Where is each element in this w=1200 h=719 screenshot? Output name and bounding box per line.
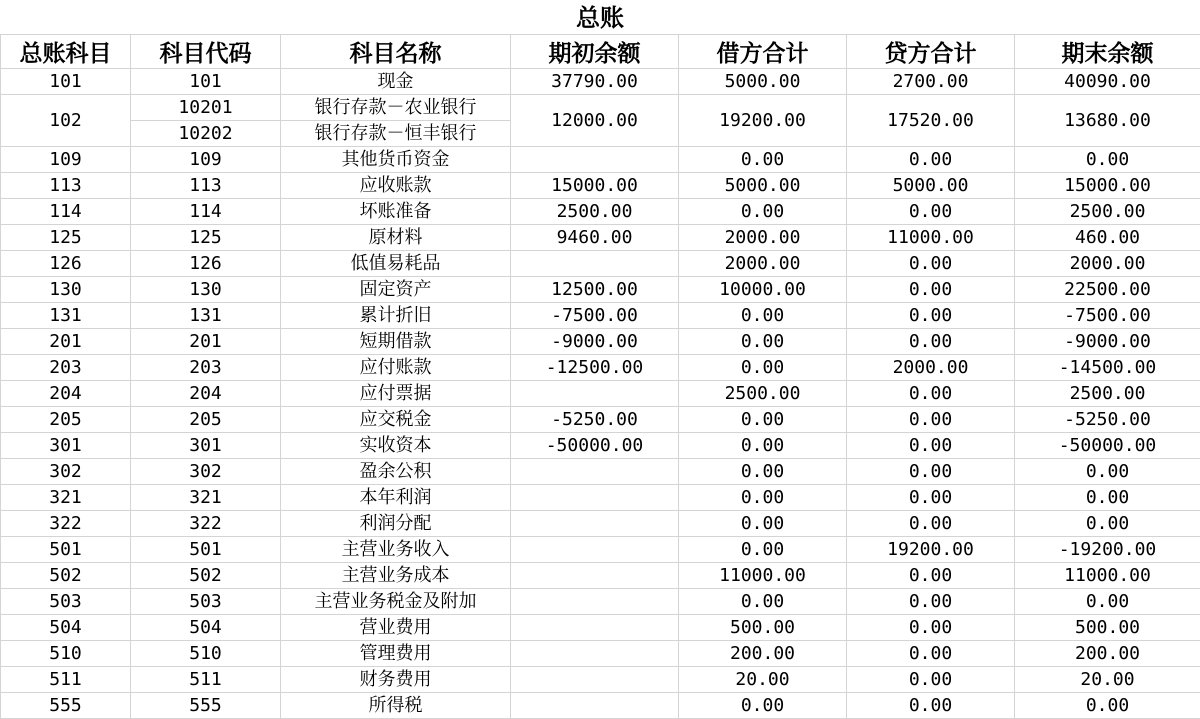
credit-total-cell[interactable]: 0.00 [847, 199, 1015, 225]
account-name-cell[interactable]: 银行存款－农业银行 [281, 95, 511, 121]
table-row [1, 433, 1200, 459]
opening-balance-cell[interactable]: 15000.00 [511, 173, 679, 199]
debit-total-cell[interactable]: 20.00 [679, 667, 847, 693]
opening-balance-cell[interactable] [511, 485, 679, 511]
header-row [1, 35, 1200, 69]
credit-total-cell[interactable]: 0.00 [847, 407, 1015, 433]
debit-total-cell[interactable]: 500.00 [679, 615, 847, 641]
ledger-account-cell[interactable]: 126 [1, 251, 131, 277]
account-name-cell[interactable]: 利润分配 [281, 511, 511, 537]
credit-total-cell[interactable]: 0.00 [847, 433, 1015, 459]
account-code-cell[interactable]: 503 [131, 589, 281, 615]
opening-balance-cell[interactable] [511, 381, 679, 407]
debit-total-cell[interactable]: 19200.00 [679, 95, 847, 147]
credit-total-cell[interactable]: 0.00 [847, 303, 1015, 329]
table-row [1, 641, 1200, 667]
opening-balance-cell[interactable] [511, 615, 679, 641]
debit-total-cell[interactable]: 0.00 [679, 303, 847, 329]
opening-balance-cell[interactable]: 2500.00 [511, 199, 679, 225]
debit-total-cell[interactable]: 0.00 [679, 511, 847, 537]
ledger-account-cell[interactable]: 102 [1, 95, 131, 147]
account-name-cell[interactable]: 原材料 [281, 225, 511, 251]
account-code-cell[interactable]: 502 [131, 563, 281, 589]
debit-total-cell[interactable]: 0.00 [679, 537, 847, 563]
account-name-cell[interactable]: 低值易耗品 [281, 251, 511, 277]
credit-total-cell[interactable]: 0.00 [847, 251, 1015, 277]
header-credit-total[interactable]: 贷方合计 [847, 35, 1015, 69]
closing-balance-cell[interactable]: 22500.00 [1015, 277, 1200, 303]
account-code-cell[interactable]: 511 [131, 667, 281, 693]
closing-balance-cell[interactable]: 0.00 [1015, 147, 1200, 173]
table-row [1, 355, 1200, 381]
credit-total-cell[interactable]: 0.00 [847, 615, 1015, 641]
closing-balance-cell[interactable]: -14500.00 [1015, 355, 1200, 381]
account-code-cell[interactable]: 555 [131, 693, 281, 719]
credit-total-cell[interactable]: 5000.00 [847, 173, 1015, 199]
credit-total-cell[interactable]: 2700.00 [847, 69, 1015, 95]
ledger-account-cell[interactable]: 321 [1, 485, 131, 511]
ledger-account-cell[interactable]: 504 [1, 615, 131, 641]
account-name-cell[interactable]: 管理费用 [281, 641, 511, 667]
ledger-account-cell[interactable]: 555 [1, 693, 131, 719]
account-name-cell[interactable]: 坏账准备 [281, 199, 511, 225]
account-code-cell[interactable]: 10201 [131, 95, 281, 121]
account-name-cell[interactable]: 盈余公积 [281, 459, 511, 485]
credit-total-cell[interactable]: 0.00 [847, 277, 1015, 303]
table-row [1, 199, 1200, 225]
closing-balance-cell[interactable]: 15000.00 [1015, 173, 1200, 199]
account-name-cell[interactable]: 本年利润 [281, 485, 511, 511]
ledger-account-cell[interactable]: 204 [1, 381, 131, 407]
debit-total-cell[interactable]: 0.00 [679, 355, 847, 381]
table-row [1, 251, 1200, 277]
debit-total-cell[interactable]: 2000.00 [679, 251, 847, 277]
account-code-cell[interactable]: 322 [131, 511, 281, 537]
closing-balance-cell[interactable]: 2000.00 [1015, 251, 1200, 277]
opening-balance-cell[interactable] [511, 641, 679, 667]
closing-balance-cell[interactable]: 0.00 [1015, 459, 1200, 485]
table-row [1, 277, 1200, 303]
opening-balance-cell[interactable]: -12500.00 [511, 355, 679, 381]
ledger-account-cell[interactable]: 205 [1, 407, 131, 433]
debit-total-cell[interactable]: 5000.00 [679, 69, 847, 95]
closing-balance-cell[interactable]: 11000.00 [1015, 563, 1200, 589]
ledger-account-cell[interactable]: 130 [1, 277, 131, 303]
credit-total-cell[interactable]: 0.00 [847, 589, 1015, 615]
closing-balance-cell[interactable]: -7500.00 [1015, 303, 1200, 329]
ledger-account-cell[interactable]: 302 [1, 459, 131, 485]
debit-total-cell[interactable]: 5000.00 [679, 173, 847, 199]
debit-total-cell[interactable]: 0.00 [679, 407, 847, 433]
account-code-cell[interactable]: 113 [131, 173, 281, 199]
ledger-account-cell[interactable]: 201 [1, 329, 131, 355]
closing-balance-cell[interactable]: 460.00 [1015, 225, 1200, 251]
ledger-account-cell[interactable]: 125 [1, 225, 131, 251]
account-name-cell[interactable]: 累计折旧 [281, 303, 511, 329]
opening-balance-cell[interactable]: -7500.00 [511, 303, 679, 329]
account-name-cell[interactable]: 所得税 [281, 693, 511, 719]
credit-total-cell[interactable]: 0.00 [847, 147, 1015, 173]
closing-balance-cell[interactable]: 2500.00 [1015, 199, 1200, 225]
credit-total-cell[interactable]: 0.00 [847, 667, 1015, 693]
credit-total-cell[interactable]: 0.00 [847, 485, 1015, 511]
account-code-cell[interactable]: 204 [131, 381, 281, 407]
credit-total-cell[interactable]: 0.00 [847, 329, 1015, 355]
sheet-title: 总账 [0, 0, 1200, 34]
account-name-cell[interactable]: 银行存款－恒丰银行 [281, 121, 511, 147]
account-code-cell[interactable]: 321 [131, 485, 281, 511]
account-code-cell[interactable]: 130 [131, 277, 281, 303]
table-row [1, 511, 1200, 537]
credit-total-cell[interactable]: 17520.00 [847, 95, 1015, 147]
opening-balance-cell[interactable]: -50000.00 [511, 433, 679, 459]
ledger-account-cell[interactable]: 131 [1, 303, 131, 329]
account-name-cell[interactable]: 应付账款 [281, 355, 511, 381]
closing-balance-cell[interactable]: 2500.00 [1015, 381, 1200, 407]
account-code-cell[interactable]: 131 [131, 303, 281, 329]
ledger-account-cell[interactable]: 502 [1, 563, 131, 589]
ledger-account-cell[interactable]: 101 [1, 69, 131, 95]
opening-balance-cell[interactable] [511, 251, 679, 277]
account-code-cell[interactable]: 302 [131, 459, 281, 485]
account-name-cell[interactable]: 固定资产 [281, 277, 511, 303]
account-code-cell[interactable]: 205 [131, 407, 281, 433]
account-name-cell[interactable]: 短期借款 [281, 329, 511, 355]
debit-total-cell[interactable]: 0.00 [679, 485, 847, 511]
closing-balance-cell[interactable]: 0.00 [1015, 485, 1200, 511]
header-ledger-account[interactable]: 总账科目 [1, 35, 131, 69]
credit-total-cell[interactable]: 0.00 [847, 563, 1015, 589]
credit-total-cell[interactable]: 11000.00 [847, 225, 1015, 251]
debit-total-cell[interactable]: 0.00 [679, 147, 847, 173]
account-code-cell[interactable]: 125 [131, 225, 281, 251]
account-name-cell[interactable]: 营业费用 [281, 615, 511, 641]
account-code-cell[interactable]: 109 [131, 147, 281, 173]
ledger-account-cell[interactable]: 114 [1, 199, 131, 225]
closing-balance-cell[interactable]: 0.00 [1015, 589, 1200, 615]
account-code-cell[interactable]: 510 [131, 641, 281, 667]
closing-balance-cell[interactable]: -5250.00 [1015, 407, 1200, 433]
account-code-cell[interactable]: 101 [131, 69, 281, 95]
header-account-name[interactable]: 科目名称 [281, 35, 511, 69]
table-row [1, 329, 1200, 355]
opening-balance-cell[interactable] [511, 459, 679, 485]
account-name-cell[interactable]: 应付票据 [281, 381, 511, 407]
account-name-cell[interactable]: 其他货币资金 [281, 147, 511, 173]
closing-balance-cell[interactable]: 500.00 [1015, 615, 1200, 641]
closing-balance-cell[interactable]: -19200.00 [1015, 537, 1200, 563]
credit-total-cell[interactable]: 19200.00 [847, 537, 1015, 563]
debit-total-cell[interactable]: 0.00 [679, 459, 847, 485]
opening-balance-cell[interactable] [511, 511, 679, 537]
credit-total-cell[interactable]: 0.00 [847, 641, 1015, 667]
header-closing-balance[interactable]: 期末余额 [1015, 35, 1200, 69]
closing-balance-cell[interactable]: 200.00 [1015, 641, 1200, 667]
debit-total-cell[interactable]: 0.00 [679, 693, 847, 719]
opening-balance-cell[interactable]: 37790.00 [511, 69, 679, 95]
debit-total-cell[interactable]: 10000.00 [679, 277, 847, 303]
opening-balance-cell[interactable] [511, 667, 679, 693]
account-code-cell[interactable]: 114 [131, 199, 281, 225]
account-name-cell[interactable]: 实收资本 [281, 433, 511, 459]
debit-total-cell[interactable]: 11000.00 [679, 563, 847, 589]
closing-balance-cell[interactable]: 0.00 [1015, 693, 1200, 719]
opening-balance-cell[interactable]: 12000.00 [511, 95, 679, 147]
table-row [1, 693, 1200, 719]
debit-total-cell[interactable]: 2000.00 [679, 225, 847, 251]
account-code-cell[interactable]: 301 [131, 433, 281, 459]
opening-balance-cell[interactable]: -5250.00 [511, 407, 679, 433]
opening-balance-cell[interactable]: 12500.00 [511, 277, 679, 303]
closing-balance-cell[interactable]: 20.00 [1015, 667, 1200, 693]
account-name-cell[interactable]: 主营业务税金及附加 [281, 589, 511, 615]
credit-total-cell[interactable]: 0.00 [847, 511, 1015, 537]
account-code-cell[interactable]: 126 [131, 251, 281, 277]
opening-balance-cell[interactable] [511, 147, 679, 173]
opening-balance-cell[interactable] [511, 693, 679, 719]
account-name-cell[interactable]: 应交税金 [281, 407, 511, 433]
closing-balance-cell[interactable]: 40090.00 [1015, 69, 1200, 95]
table-row [1, 537, 1200, 563]
debit-total-cell[interactable]: 0.00 [679, 329, 847, 355]
closing-balance-cell[interactable]: -50000.00 [1015, 433, 1200, 459]
account-code-cell[interactable]: 501 [131, 537, 281, 563]
header-account-code[interactable]: 科目代码 [131, 35, 281, 69]
debit-total-cell[interactable]: 0.00 [679, 589, 847, 615]
ledger-account-cell[interactable]: 113 [1, 173, 131, 199]
ledger-account-cell[interactable]: 503 [1, 589, 131, 615]
table-row [1, 381, 1200, 407]
table-row [1, 589, 1200, 615]
opening-balance-cell[interactable] [511, 589, 679, 615]
account-code-cell[interactable]: 203 [131, 355, 281, 381]
closing-balance-cell[interactable]: 0.00 [1015, 511, 1200, 537]
table-row [1, 95, 1200, 121]
debit-total-cell[interactable]: 0.00 [679, 199, 847, 225]
table-row [1, 69, 1200, 95]
debit-total-cell[interactable]: 200.00 [679, 641, 847, 667]
header-debit-total[interactable]: 借方合计 [679, 35, 847, 69]
ledger-table [0, 34, 1200, 719]
credit-total-cell[interactable]: 2000.00 [847, 355, 1015, 381]
account-name-cell[interactable]: 主营业务成本 [281, 563, 511, 589]
ledger-account-cell[interactable]: 301 [1, 433, 131, 459]
debit-total-cell[interactable]: 0.00 [679, 433, 847, 459]
table-row [1, 303, 1200, 329]
table-row [1, 225, 1200, 251]
ledger-account-cell[interactable]: 322 [1, 511, 131, 537]
account-code-cell[interactable]: 504 [131, 615, 281, 641]
ledger-account-cell[interactable]: 511 [1, 667, 131, 693]
account-name-cell[interactable]: 应收账款 [281, 173, 511, 199]
table-row [1, 173, 1200, 199]
credit-total-cell[interactable]: 0.00 [847, 693, 1015, 719]
table-row [1, 667, 1200, 693]
opening-balance-cell[interactable] [511, 537, 679, 563]
header-opening-balance[interactable]: 期初余额 [511, 35, 679, 69]
ledger-account-cell[interactable]: 109 [1, 147, 131, 173]
closing-balance-cell[interactable]: 13680.00 [1015, 95, 1200, 147]
debit-total-cell[interactable]: 2500.00 [679, 381, 847, 407]
account-code-cell[interactable]: 201 [131, 329, 281, 355]
table-row [1, 147, 1200, 173]
ledger-body [1, 69, 1200, 719]
closing-balance-cell[interactable]: -9000.00 [1015, 329, 1200, 355]
account-name-cell[interactable]: 现金 [281, 69, 511, 95]
credit-total-cell[interactable]: 0.00 [847, 381, 1015, 407]
table-row [1, 485, 1200, 511]
ledger-account-cell[interactable]: 510 [1, 641, 131, 667]
credit-total-cell[interactable]: 0.00 [847, 459, 1015, 485]
table-row [1, 407, 1200, 433]
table-row [1, 563, 1200, 589]
account-name-cell[interactable]: 主营业务收入 [281, 537, 511, 563]
opening-balance-cell[interactable] [511, 563, 679, 589]
account-name-cell[interactable]: 财务费用 [281, 667, 511, 693]
opening-balance-cell[interactable]: 9460.00 [511, 225, 679, 251]
ledger-account-cell[interactable]: 501 [1, 537, 131, 563]
ledger-account-cell[interactable]: 203 [1, 355, 131, 381]
table-row [1, 459, 1200, 485]
opening-balance-cell[interactable]: -9000.00 [511, 329, 679, 355]
account-code-cell[interactable]: 10202 [131, 121, 281, 147]
table-row [1, 615, 1200, 641]
